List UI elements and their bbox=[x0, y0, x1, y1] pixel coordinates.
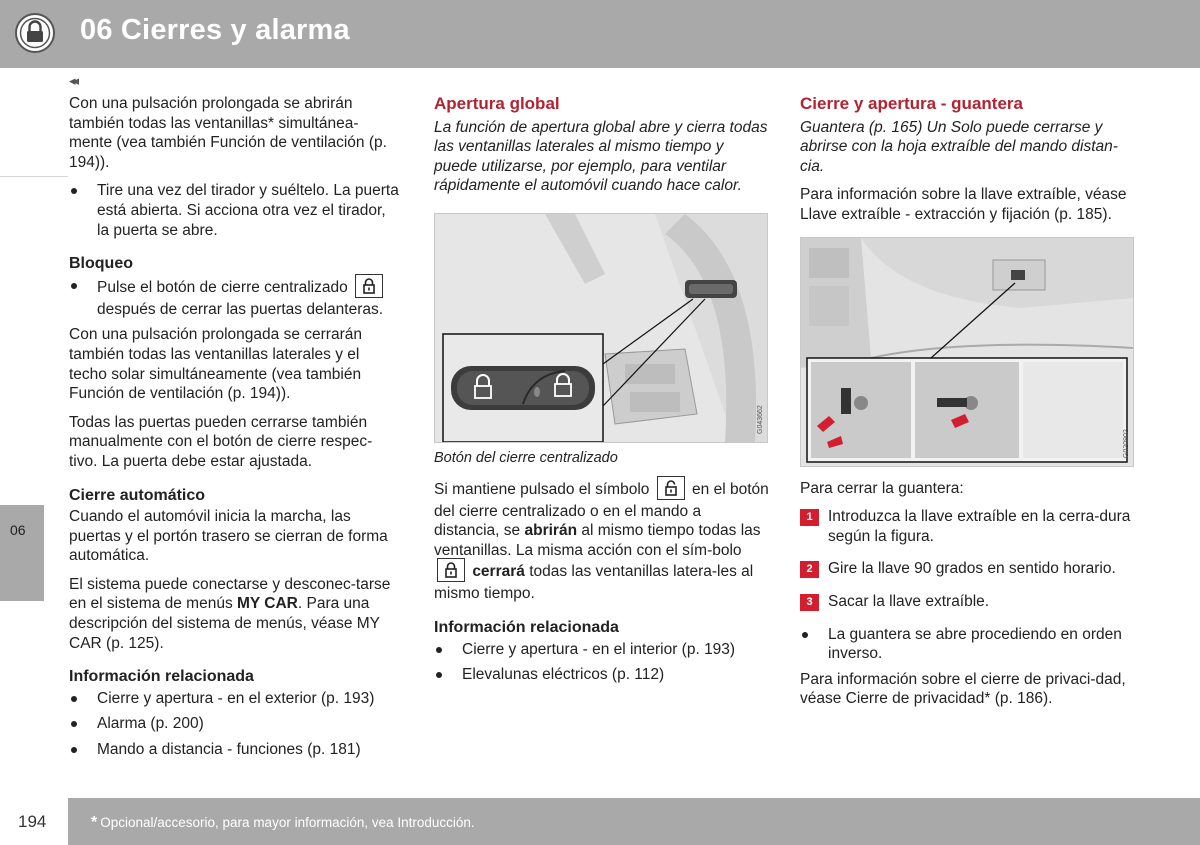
paragraph: El sistema puede conectarse y desconec-tarse en el sistema de menús MY CAR. Para una descripción del sistema de menús, véase MY CAR (p. 125). bbox=[69, 575, 391, 652]
page-footer bbox=[0, 798, 1200, 845]
footnote: * Opcional/accesorio, para mayor información, vea Introducción. bbox=[91, 814, 475, 831]
related-link[interactable]: Mando a distancia - funciones (p. 181) bbox=[69, 740, 399, 760]
list-item: La guantera se abre procediendo en orden inverso. bbox=[800, 625, 1140, 664]
glovebox-illustration bbox=[801, 238, 1133, 466]
padlock-icon bbox=[14, 12, 56, 54]
page-number-box bbox=[0, 798, 68, 845]
footnote-star: * bbox=[91, 814, 98, 831]
related-info-heading: Información relacionada bbox=[69, 668, 254, 686]
related-link[interactable]: Elevalunas eléctricos (p. 112) bbox=[434, 665, 770, 685]
related-link[interactable]: Cierre y apertura - en el exterior (p. 193) bbox=[69, 689, 399, 709]
glovebox-figure bbox=[800, 237, 1134, 467]
back-nav-icon[interactable]: ◂◂ bbox=[69, 73, 77, 88]
related-info-heading: Información relacionada bbox=[434, 618, 619, 636]
intro-paragraph: La función de apertura global abre y cierra todas las ventanillas laterales al mismo tiempo y puede utilizarse, por ejemplo, para ventilar rápidamente el automóvil cuando hace calor. bbox=[434, 118, 768, 195]
section-heading-cierre-automatico: Cierre automático bbox=[69, 486, 206, 504]
door-panel-illustration bbox=[435, 214, 767, 442]
left-rail bbox=[0, 68, 68, 798]
step-item: 2 Gire la llave 90 grados en sentido horario. bbox=[800, 559, 1140, 579]
step-number-badge: 3 bbox=[800, 594, 819, 611]
paragraph: Todas las puertas pueden cerrarse también manualmente con el botón de cierre respec-tivo. La puerta debe estar ajustada. bbox=[69, 413, 373, 470]
chapter-tab[interactable] bbox=[0, 505, 44, 601]
paragraph: Con una pulsación prolongada se abrirán también todas las ventanillas* simultánea-mente (vea también Función de ventilación (p. 194)). bbox=[69, 95, 387, 171]
column-2 bbox=[434, 94, 770, 691]
rail-divider bbox=[0, 176, 68, 177]
lock-symbol-icon bbox=[437, 558, 465, 582]
figure-code: G020902 bbox=[1123, 428, 1130, 458]
step-number-badge: 2 bbox=[800, 561, 819, 578]
paragraph: Si mantiene pulsado el símbolo en el botón del cierre centralizado o en el mando a distancia, se abrirán al mismo tiempo todas las ventanillas. La misma acción con el sím-bolo cerrará todas las ventanillas latera-les al mismo tiempo. bbox=[434, 478, 770, 604]
paragraph: Para cerrar la guantera: bbox=[800, 479, 964, 497]
step-number-badge: 1 bbox=[800, 509, 819, 526]
chapter-icon-box bbox=[0, 0, 68, 68]
section-heading-apertura-global: Apertura global bbox=[434, 94, 560, 113]
list-item: Tire una vez del tirador y suéltelo. La puerta está abierta. Si acciona otra vez el tirador, la puerta se abre. bbox=[69, 181, 399, 240]
unlock-symbol-icon bbox=[657, 476, 685, 500]
figure-caption: Botón del cierre centralizado bbox=[434, 449, 618, 466]
figure-code: G043662 bbox=[757, 405, 764, 434]
paragraph: Cuando el automóvil inicia la marcha, las puertas y el portón trasero se cierran de forma automática. bbox=[69, 508, 388, 565]
central-lock-button-icon bbox=[355, 274, 383, 298]
central-lock-figure bbox=[434, 213, 768, 443]
chapter-tab-label: 06 bbox=[10, 522, 26, 538]
section-heading-guantera: Cierre y apertura - guantera bbox=[800, 94, 1023, 113]
related-link[interactable]: Cierre y apertura - en el interior (p. 193) bbox=[434, 640, 770, 660]
step-item: 1 Introduzca la llave extraíble en la cerra-dura según la figura. bbox=[800, 507, 1140, 546]
paragraph: Para información sobre el cierre de privaci-dad, véase Cierre de privacidad* (p. 186). bbox=[800, 670, 1126, 708]
page-number: 194 bbox=[18, 812, 47, 831]
paragraph: Con una pulsación prolongada se cerrarán también todas las ventanillas laterales y el techo solar simultáneamente (vea también Función de ventilación (p. 194)). bbox=[69, 326, 362, 403]
column-1 bbox=[69, 94, 399, 766]
chapter-header bbox=[0, 0, 1200, 68]
footer-bar bbox=[68, 798, 1200, 845]
list-item: Pulse el botón de cierre centralizado después de cerrar las puertas delanteras. bbox=[69, 276, 399, 320]
section-heading-bloqueo: Bloqueo bbox=[69, 255, 133, 273]
column-3 bbox=[800, 94, 1140, 718]
related-link[interactable]: Alarma (p. 200) bbox=[69, 714, 399, 734]
paragraph: Para información sobre la llave extraíble, véase Llave extraíble - extracción y fijación (p. 185). bbox=[800, 186, 1127, 223]
step-item: 3 Sacar la llave extraíble. bbox=[800, 592, 1140, 612]
intro-paragraph: Guantera (p. 165) Un Solo puede cerrarse y abrirse con la hoja extraíble del mando distan-cia. bbox=[800, 118, 1118, 175]
page-title: 06 Cierres y alarma bbox=[80, 14, 350, 46]
